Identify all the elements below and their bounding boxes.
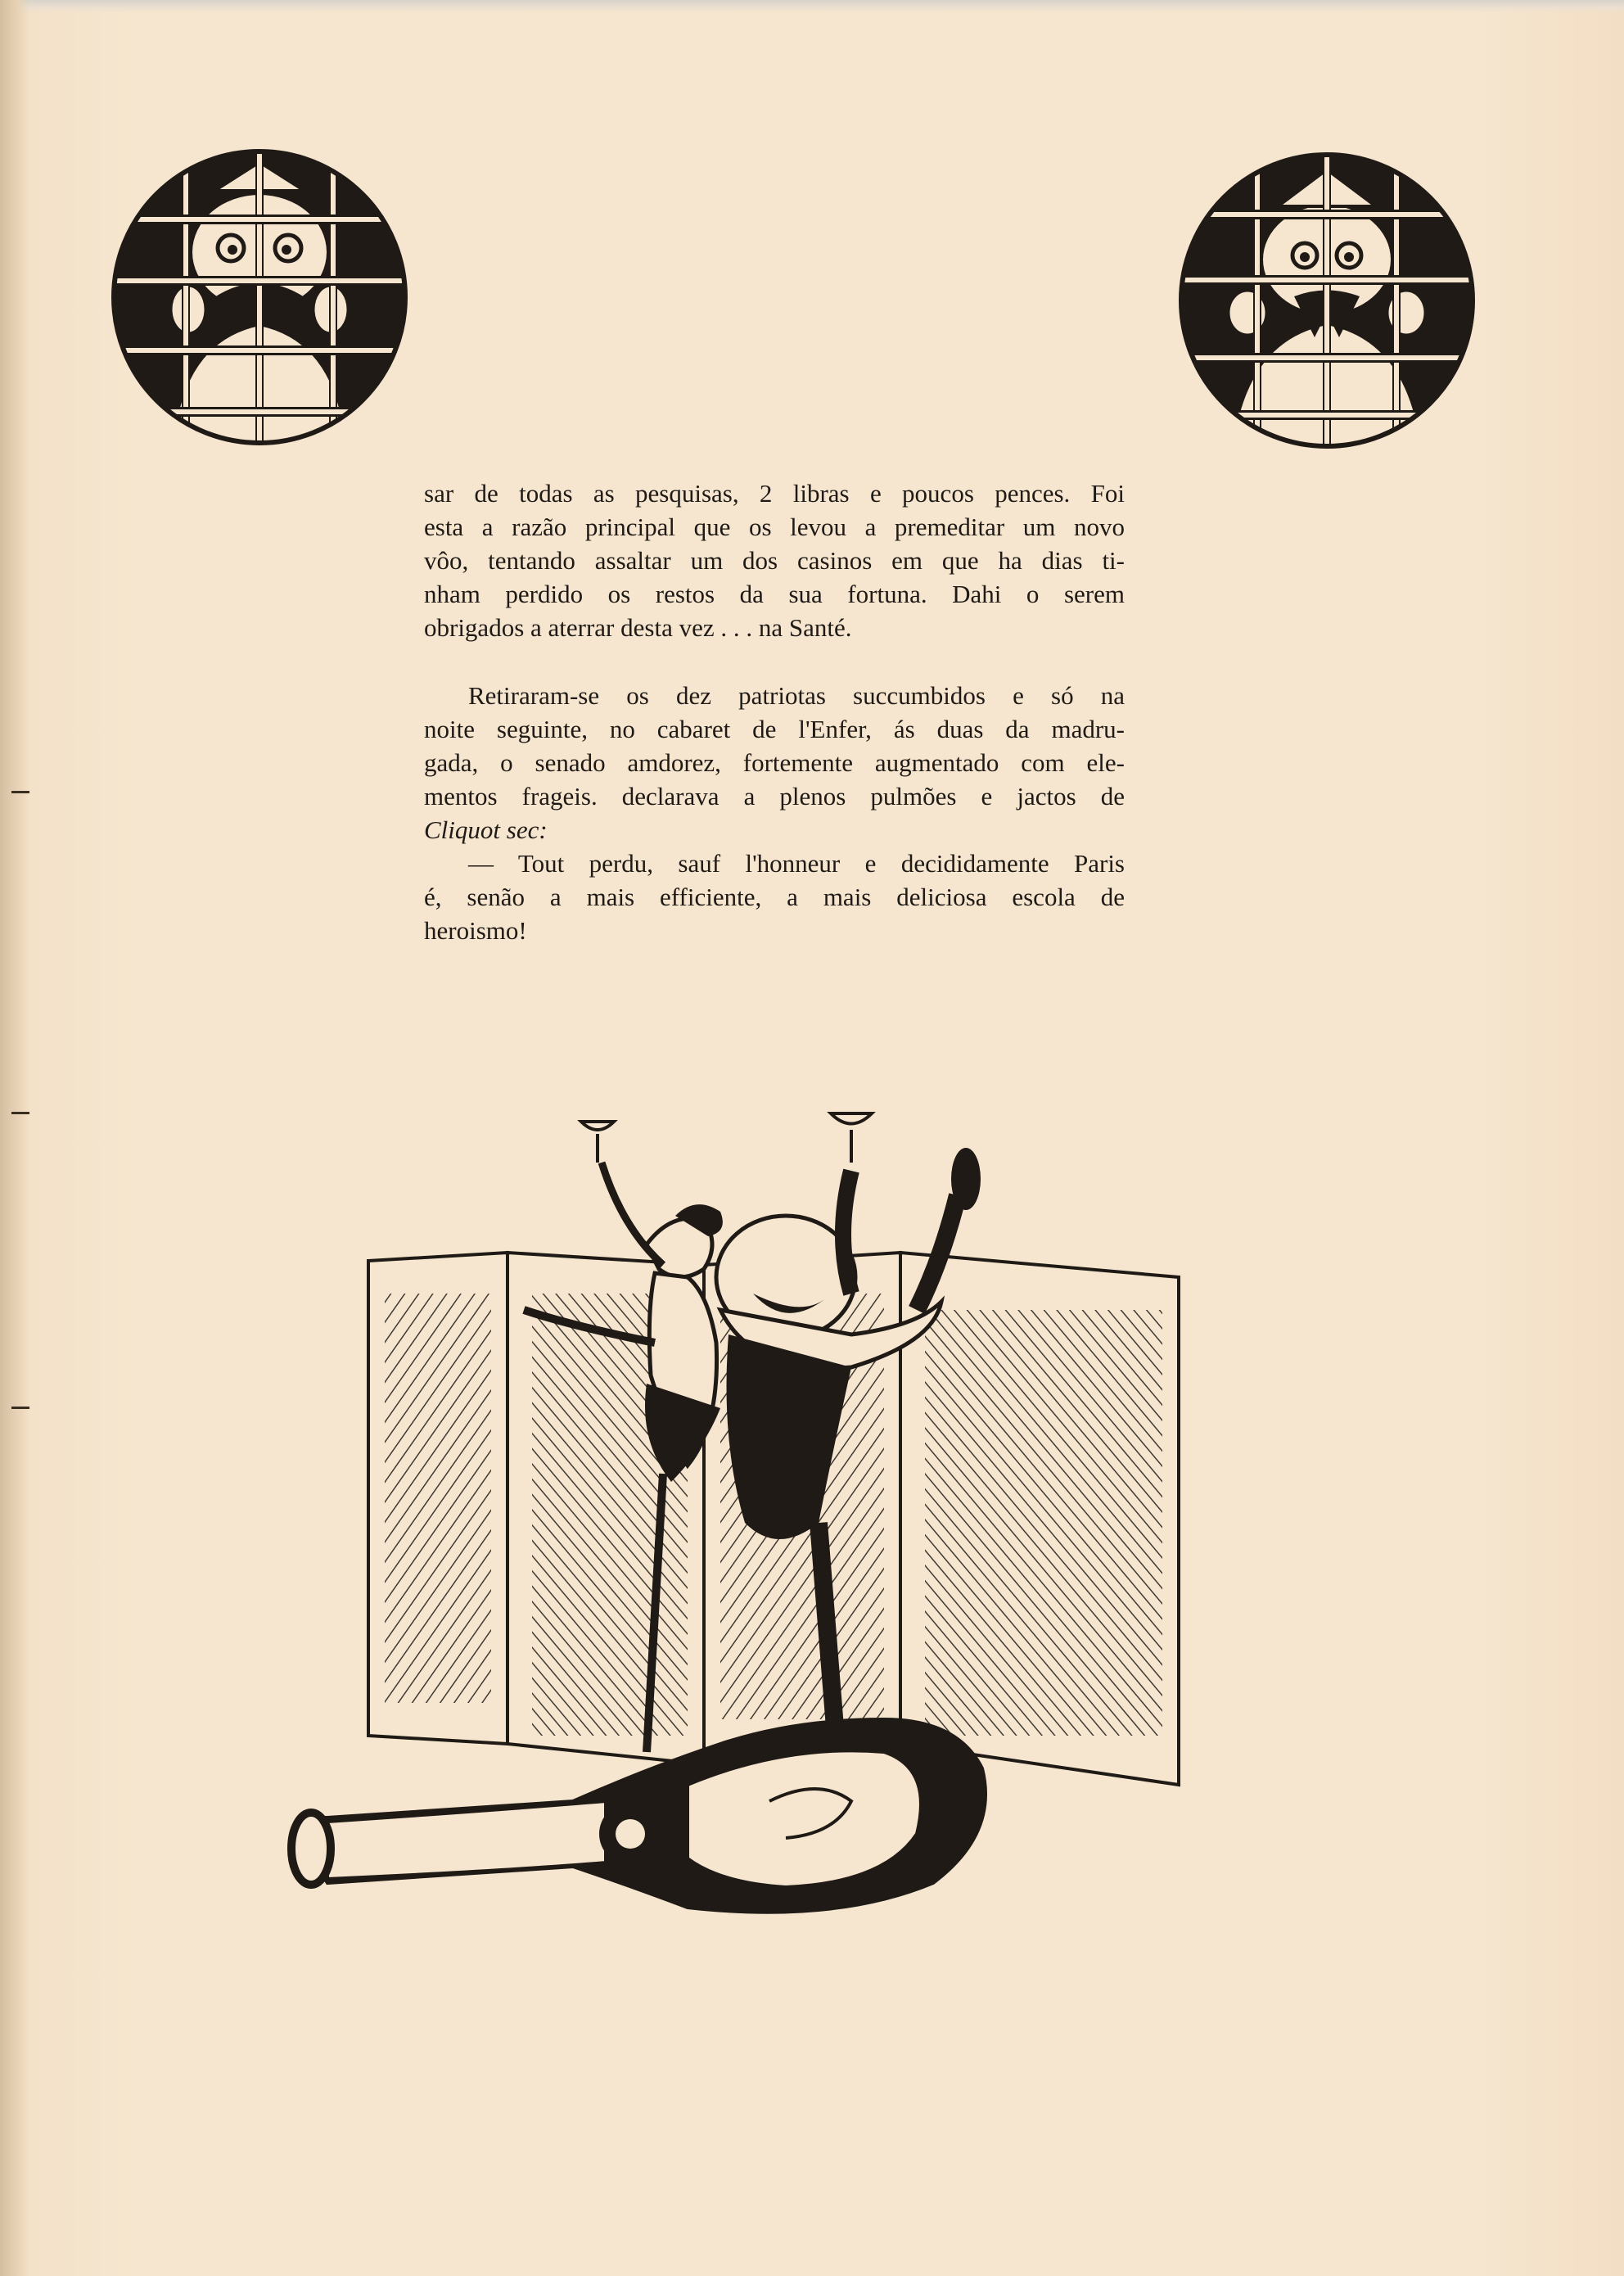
text-line: Retiraram-se os dez patriotas succumbidos e só na — [468, 681, 1125, 710]
binding-stitch — [11, 1112, 29, 1114]
paragraph-3 — [424, 847, 1125, 947]
text-line: heroismo! — [424, 916, 527, 945]
binding-stitch — [11, 1407, 29, 1409]
binding-stitch — [11, 791, 29, 793]
text-line: sar de todas as pesquisas, 2 libras e poucos pences. Foi — [424, 479, 1125, 508]
text-line: nham perdido os restos da sua fortuna. Dahi o serem — [424, 580, 1125, 608]
page-binding-edge — [0, 0, 29, 2276]
text-line: mentos frageis. declarava a plenos pulmões e jactos de — [424, 782, 1125, 811]
text-line: Cliquot sec: — [424, 815, 548, 844]
text-line: obrigados a aterrar desta vez . . . na Santé. — [424, 613, 852, 642]
text-line: esta a razão principal que os levou a premeditar um novo — [424, 513, 1125, 541]
text-line: gada, o senado amdorez, fortemente augmentado com ele- — [424, 748, 1125, 777]
body-text — [424, 476, 1125, 947]
cabaret-champagne-illustration — [262, 1097, 1195, 1932]
text-line: — Tout perdu, sauf l'honneur e decididamente Paris — [468, 849, 1125, 878]
text-line: é, senão a mais efficiente, a mais deliciosa escola de — [424, 883, 1125, 911]
page-top-edge — [0, 0, 1624, 13]
prisoner-vignette-left — [108, 146, 411, 449]
prisoner-vignette-right — [1175, 149, 1478, 452]
paragraph-1 — [424, 476, 1125, 644]
paragraph-2 — [424, 679, 1125, 847]
text-line: noite seguinte, no cabaret de l'Enfer, ás duas da madru- — [424, 715, 1125, 743]
paragraph-gap — [424, 644, 1125, 679]
text-line: vôo, tentando assaltar um dos casinos em que ha dias ti- — [424, 546, 1125, 575]
